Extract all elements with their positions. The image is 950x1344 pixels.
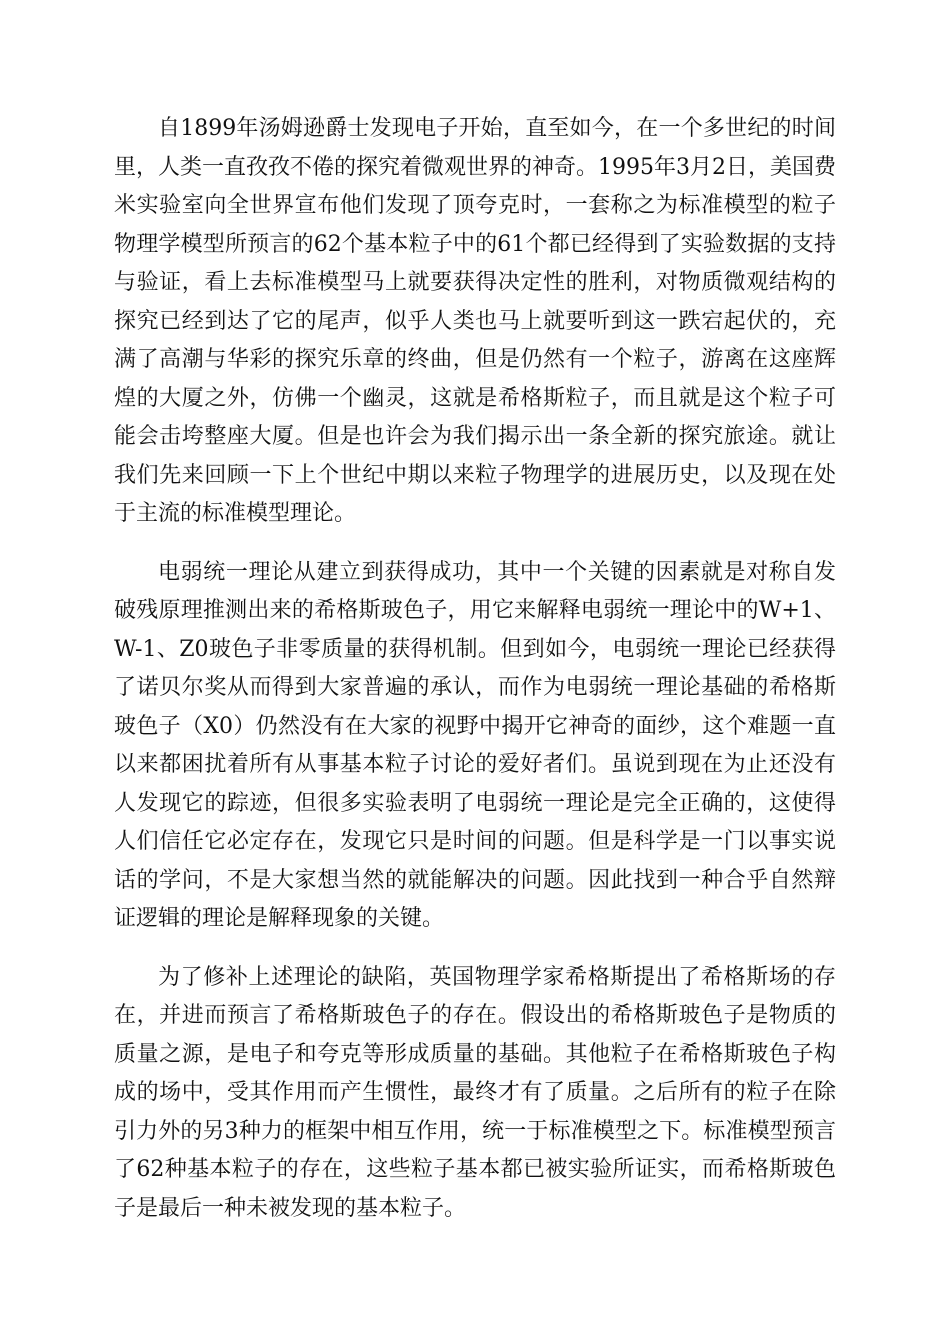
- paragraph-3: 为了修补上述理论的缺陷，英国物理学家希格斯提出了希格斯场的存在，并进而预言了希格斯玻色子的存在。假设出的希格斯玻色子是物质的质量之源，是电子和夸克等形成质量的基础。其他粒子在希格斯玻色子构成的场中，受其作用而产生惯性，最终才有了质量。之后所有的粒子在除引力外的另3种力的框架中相互作用，统一于标准模型之下。标准模型预言了62种基本粒子的存在，这些粒子基本都已被实验所证实，而希格斯玻色子是最后一种未被发现的基本粒子。: [114, 964, 836, 1221]
- document-body: [114, 110, 836, 1248]
- paragraph-2: 电弱统一理论从建立到获得成功，其中一个关键的因素就是对称自发破残原理推测出来的希格斯玻色子，用它来解释电弱统一理论中的W+1、W-1、Z0玻色子非零质量的获得机制。但到如今，电弱统一理论已经获得了诺贝尔奖从而得到大家普遍的承认，而作为电弱统一理论基础的希格斯玻色子（X0）仍然没有在大家的视野中揭开它神奇的面纱，这个难题一直以来都困扰着所有从事基本粒子讨论的爱好者们。虽说到现在为止还没有人发现它的踪迹，但很多实验表明了电弱统一理论是完全正确的，这使得人们信任它必定存在，发现它只是时间的问题。但是科学是一门以事实说话的学问，不是大家想当然的就能解决的问题。因此找到一种合乎自然辩证逻辑的理论是解释现象的关键。: [114, 559, 836, 931]
- paragraph-1: 自1899年汤姆逊爵士发现电子开始，直至如今，在一个多世纪的时间里，人类一直孜孜不倦的探究着微观世界的神奇。1995年3月2日，美国费米实验室向全世界宣布他们发现了顶夸克时，一套称之为标准模型的粒子物理学模型所预言的62个基本粒子中的61个都已经得到了实验数据的支持与验证，看上去标准模型马上就要获得决定性的胜利，对物质微观结构的探究已经到达了它的尾声，似乎人类也马上就要听到这一跌宕起伏的，充满了高潮与华彩的探究乐章的终曲，但是仍然有一个粒子，游离在这座辉煌的大厦之外，仿佛一个幽灵，这就是希格斯粒子，而且就是这个粒子可能会击垮整座大厦。但是也许会为我们揭示出一条全新的探究旅途。就让我们先来回顾一下上个世纪中期以来粒子物理学的进展历史，以及现在处于主流的标准模型理论。: [114, 116, 836, 526]
